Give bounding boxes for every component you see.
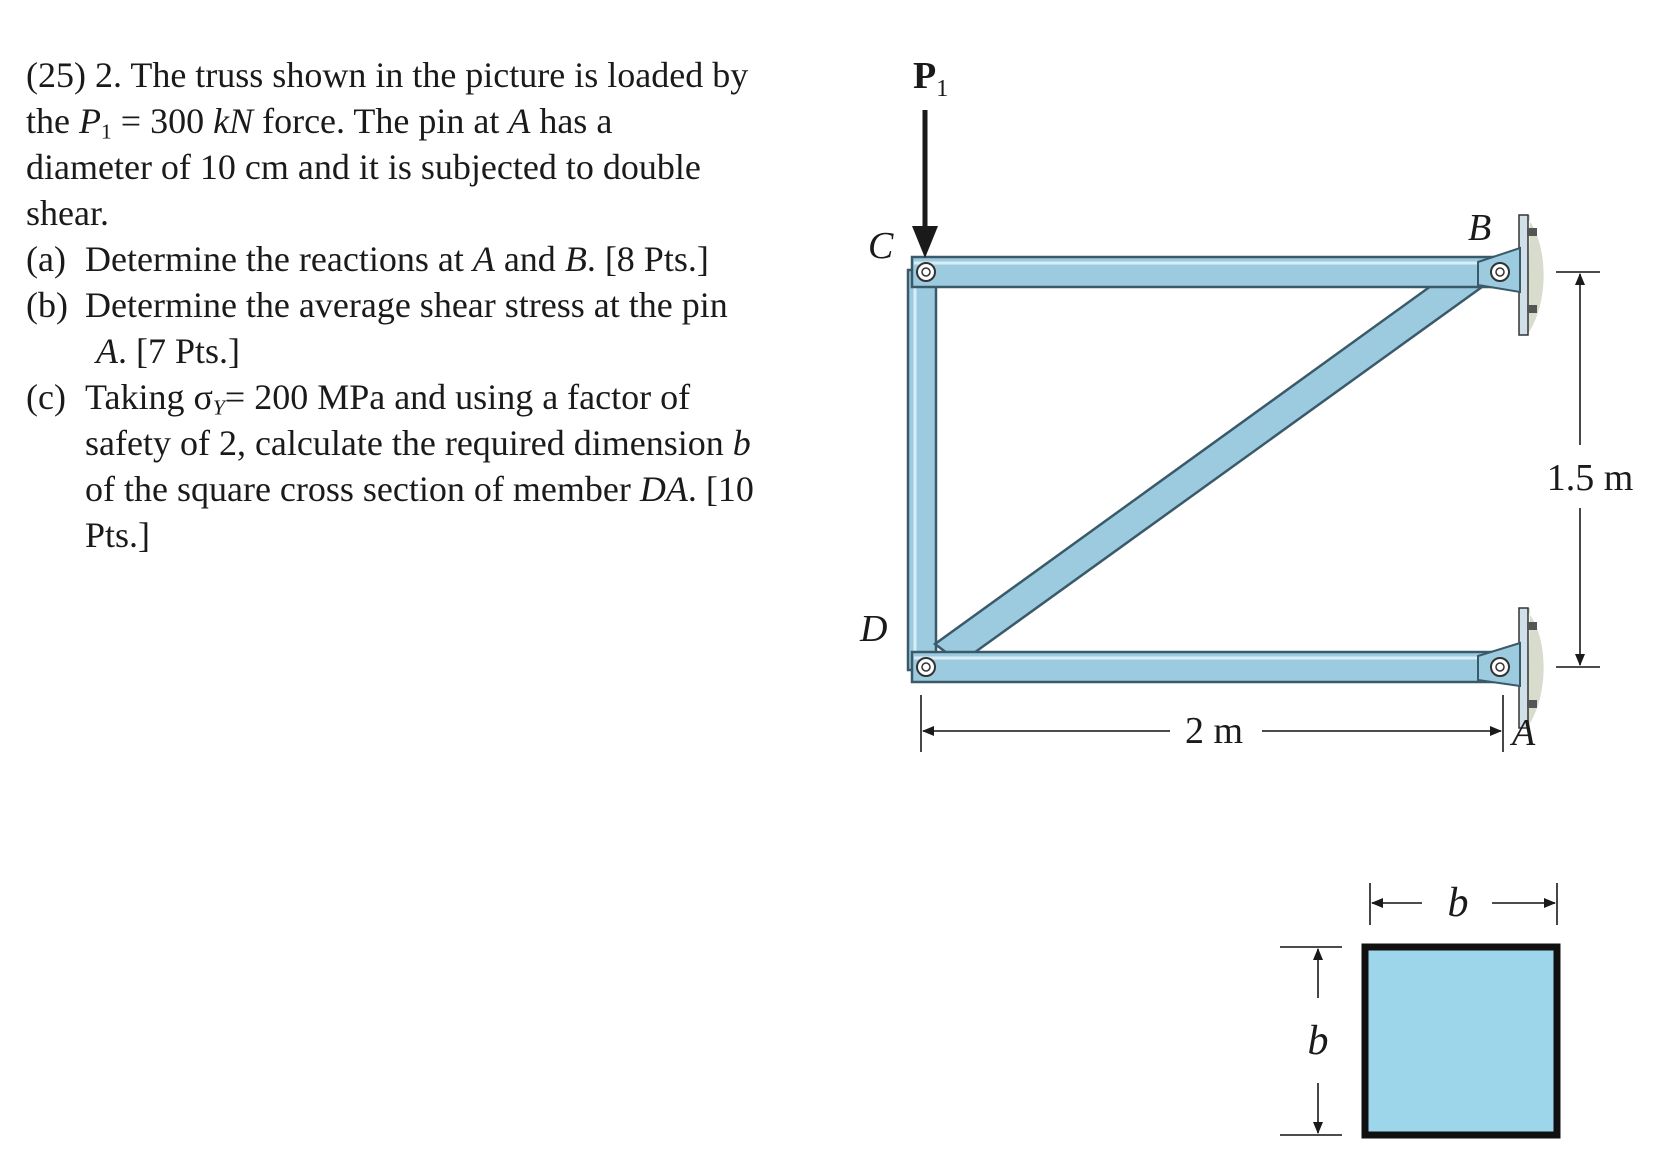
pin-C [917,263,935,281]
member-DA [912,652,1494,682]
joint-label-D: D [860,608,888,650]
dimension-horizontal-label: 2 m [1184,710,1244,752]
dimension-vertical-label: 1.5 m [1546,457,1634,499]
pin-B [1491,263,1509,281]
part-b-text: Determine the average shear stress at the pin [85,285,728,325]
member-CD [908,270,936,670]
section-height-label: b [1307,1018,1329,1064]
load-symbol: P [78,101,101,141]
pin-D [917,658,935,676]
joint-label-B: B [1468,207,1492,249]
part-c-text: Taking $\sigma_Y= 200$ MPa and using a factor of safety of 2, calculate the required dimension b of the square cross section of member DA. [10 Pts.] [85,377,754,555]
load-label: $P_1$ [913,55,949,102]
part-b-continued: A. [7 Pts.] [96,331,241,371]
load-unit: kN [213,101,254,141]
part-a-text: Determine the reactions at A and B. [8 Pts.] [85,239,709,279]
part-b-label: (b) [26,285,68,325]
problem-intro: (25) 2. The truss shown in the picture is loaded by the $P_1 = 300$ kN force. The pin at A has a diameter of 10 cm and it is subjected to double shear. [26,55,749,233]
pin-A [1491,658,1509,676]
member-CB [912,257,1494,287]
joint-label-A: A [1512,712,1536,754]
square-cross-section [1365,947,1557,1135]
joint-label-C: C [868,225,894,267]
load-arrow-P1 [912,110,938,258]
wall-support-B [1519,215,1544,335]
intro-line-1: (25) 2. The truss shown in the picture is loaded by [26,55,749,95]
part-a-label: (a) [26,239,66,279]
wall-support-A [1519,608,1544,728]
member-DB [935,265,1482,663]
section-width-label: b [1447,880,1469,926]
part-c-label: (c) [26,377,66,417]
